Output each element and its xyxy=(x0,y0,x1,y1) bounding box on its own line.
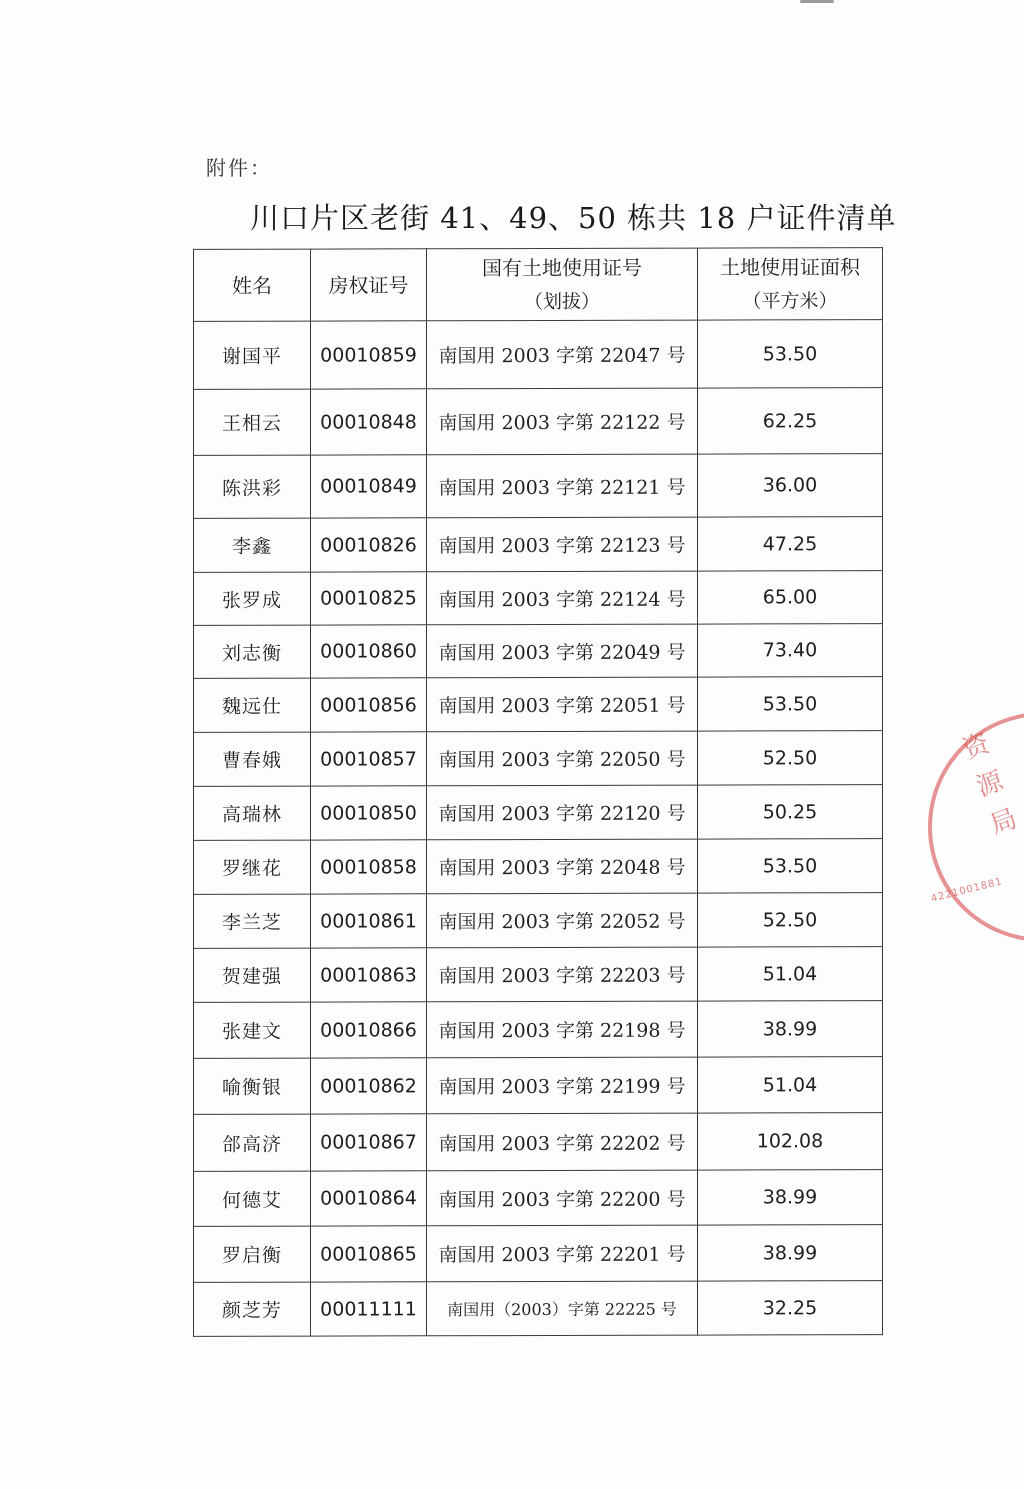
cell-name: 曹春娥 xyxy=(194,732,311,786)
table-row xyxy=(194,571,883,626)
cell-property-cert-no: 00010866 xyxy=(311,1002,427,1058)
cell-name: 张罗成 xyxy=(194,572,311,625)
header-land-cert-line2: （划拔） xyxy=(523,290,600,313)
cell-name: 高瑞林 xyxy=(194,786,311,840)
cell-property-cert-no: 00010861 xyxy=(311,894,427,948)
cell-land-cert: 南国用 2003 字第 22052 号 xyxy=(427,893,698,948)
cell-land-cert: 南国用 2003 字第 22049 号 xyxy=(427,624,698,678)
table-row xyxy=(194,893,883,949)
cell-area: 73.40 xyxy=(698,624,883,677)
cell-land-cert: 南国用 2003 字第 22121 号 xyxy=(427,454,698,518)
table-row xyxy=(194,1225,883,1283)
cell-land-cert: 南国用 2003 字第 22122 号 xyxy=(427,388,698,455)
official-seal-code: 4221001881 xyxy=(929,876,1004,905)
cell-property-cert-no: 00010850 xyxy=(311,786,427,840)
cell-name: 谢国平 xyxy=(194,321,311,389)
table-row xyxy=(194,947,883,1003)
table-row xyxy=(194,1057,883,1115)
header-property-cert-no: 房权证号 xyxy=(311,249,427,321)
cell-property-cert-no: 00010860 xyxy=(311,625,427,678)
cell-property-cert-no: 00010856 xyxy=(311,678,427,732)
attachment-label: 附件： xyxy=(206,156,272,180)
cell-area: 51.04 xyxy=(698,1057,883,1113)
table-row xyxy=(194,1113,883,1172)
top-edge-mark xyxy=(800,0,834,3)
table-row xyxy=(194,1001,883,1059)
cell-property-cert-no: 00010867 xyxy=(311,1114,427,1171)
table-row xyxy=(194,624,883,679)
cell-area: 53.50 xyxy=(698,839,883,893)
cell-area: 53.50 xyxy=(698,677,883,731)
cell-area: 52.50 xyxy=(698,893,883,947)
cell-land-cert: 南国用 2003 字第 22050 号 xyxy=(427,731,698,786)
cell-name: 陈洪彩 xyxy=(194,455,311,518)
table-row xyxy=(194,388,883,456)
cell-property-cert-no: 00010826 xyxy=(311,518,427,572)
cell-area: 38.99 xyxy=(698,1225,883,1281)
cell-area: 32.25 xyxy=(698,1281,883,1335)
cell-name: 张建文 xyxy=(194,1002,311,1058)
cell-property-cert-no: 00010849 xyxy=(311,455,427,518)
table-row xyxy=(194,454,883,519)
cell-land-cert: 南国用 2003 字第 22199 号 xyxy=(427,1057,698,1114)
cell-area: 53.50 xyxy=(698,320,883,388)
table-row xyxy=(194,517,883,573)
cell-property-cert-no: 00010865 xyxy=(311,1226,427,1282)
table-row xyxy=(194,839,883,895)
cell-area: 52.50 xyxy=(698,731,883,785)
cell-land-cert: 南国用 2003 字第 22051 号 xyxy=(427,677,698,732)
header-area-line2: （平方米） xyxy=(742,289,838,312)
cell-property-cert-no: 00010848 xyxy=(311,389,427,455)
cell-name: 李兰芝 xyxy=(194,894,311,948)
cell-name: 郃高济 xyxy=(194,1114,311,1171)
header-land-cert xyxy=(427,248,698,321)
cell-land-cert: 南国用 2003 字第 22047 号 xyxy=(427,320,698,389)
cell-name: 喻衡银 xyxy=(194,1058,311,1114)
cell-name: 罗启衡 xyxy=(194,1226,311,1282)
table-body xyxy=(194,320,883,1337)
cell-property-cert-no: 00010859 xyxy=(311,321,427,389)
cell-property-cert-no: 00010863 xyxy=(311,948,427,1002)
cell-property-cert-no: 00010857 xyxy=(311,732,427,786)
cell-land-cert: 南国用 2003 字第 22124 号 xyxy=(427,571,698,625)
cell-area: 38.99 xyxy=(698,1170,883,1225)
cell-land-cert: 南国用 2003 字第 22203 号 xyxy=(427,947,698,1002)
cell-name: 颜芝芳 xyxy=(194,1282,311,1336)
cell-land-cert: 南国用 2003 字第 22123 号 xyxy=(427,517,698,572)
cell-name: 王相云 xyxy=(194,389,311,455)
cell-land-cert: 南国用 2003 字第 22200 号 xyxy=(427,1170,698,1226)
cell-area: 65.00 xyxy=(698,571,883,624)
cell-property-cert-no: 00010825 xyxy=(311,572,427,625)
table-row xyxy=(194,1281,883,1337)
cell-property-cert-no: 00010858 xyxy=(311,840,427,894)
table-row xyxy=(194,731,883,787)
cell-land-cert: 南国用 2003 字第 22120 号 xyxy=(427,785,698,840)
cell-area: 102.08 xyxy=(698,1113,883,1170)
table-header-row xyxy=(194,248,883,322)
cell-property-cert-no: 00010862 xyxy=(311,1058,427,1114)
cell-land-cert: 南国用 2003 字第 22048 号 xyxy=(427,839,698,894)
table-row xyxy=(194,320,883,390)
cell-land-cert: 南国用（2003）字第 22225 号 xyxy=(427,1281,698,1336)
cell-area: 51.04 xyxy=(698,947,883,1001)
cell-area: 38.99 xyxy=(698,1001,883,1057)
official-seal-text: 资源局 xyxy=(954,728,1024,852)
cell-land-cert: 南国用 2003 字第 22202 号 xyxy=(427,1113,698,1171)
table-row xyxy=(194,1170,883,1227)
header-area-line1: 土地使用证面积 xyxy=(720,254,860,280)
cell-area: 50.25 xyxy=(698,785,883,839)
cell-name: 何德艾 xyxy=(194,1171,311,1226)
cell-name: 李鑫 xyxy=(194,518,311,572)
cell-land-cert: 南国用 2003 字第 22198 号 xyxy=(427,1001,698,1058)
cell-area: 62.25 xyxy=(698,388,883,454)
table-row xyxy=(194,677,883,733)
cell-name: 刘志衡 xyxy=(194,625,311,678)
header-name: 姓名 xyxy=(194,249,311,321)
cell-area: 36.00 xyxy=(698,454,883,517)
cell-name: 魏远仕 xyxy=(194,678,311,732)
cell-property-cert-no: 00011111 xyxy=(311,1282,427,1336)
certificate-table xyxy=(193,247,883,1337)
cell-area: 47.25 xyxy=(698,517,883,571)
header-area xyxy=(698,248,883,320)
header-land-cert-line1: 国有土地使用证号 xyxy=(482,255,642,280)
table-row xyxy=(194,785,883,841)
cell-name: 罗继花 xyxy=(194,840,311,894)
cell-name: 贺建强 xyxy=(194,948,311,1002)
cell-land-cert: 南国用 2003 字第 22201 号 xyxy=(427,1225,698,1282)
cell-property-cert-no: 00010864 xyxy=(311,1171,427,1226)
document-title: 川口片区老街 41、49、50 栋共 18 户证件清单 xyxy=(250,201,897,235)
